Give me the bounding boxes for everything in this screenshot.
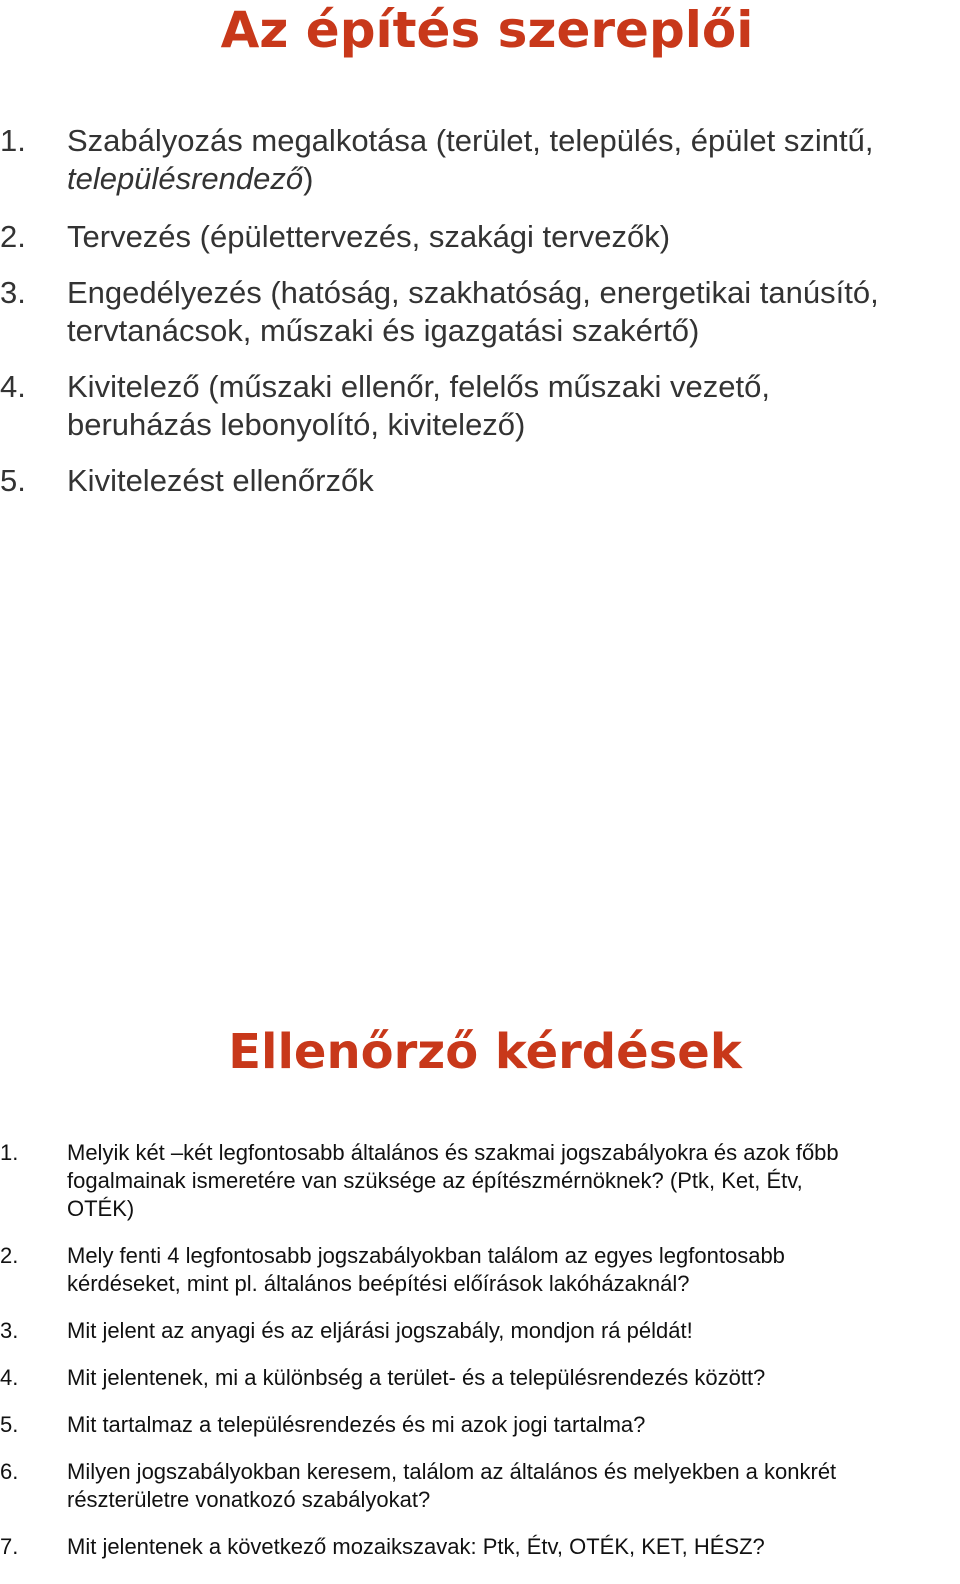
question-number: 6. <box>0 1459 19 1484</box>
question-number: 2. <box>0 1243 19 1268</box>
item-text-line: tervtanácsok, műszaki és igazgatási szakértő) <box>67 313 700 348</box>
item-number: 5. <box>0 463 26 498</box>
section-title-actors: Az építés szereplői <box>220 1 754 59</box>
question-text-line: kérdéseket, mint pl. általános beépítési előírások lakóházaknál? <box>67 1271 690 1296</box>
question-item <box>0 1242 839 1298</box>
item-text-line: Tervezés (épülettervezés, szakági tervezők) <box>67 219 671 254</box>
list-item <box>0 462 879 500</box>
question-number: 1. <box>0 1140 19 1165</box>
item-number: 4. <box>0 369 26 404</box>
item-text-line: Szabályozás megalkotása (terület, település, épület szintű, <box>67 123 874 158</box>
actors-list <box>0 122 879 518</box>
item-text-italic: településrendező <box>67 161 304 196</box>
question-item <box>0 1317 839 1345</box>
item-text-line: Engedélyezés (hatóság, szakhatóság, energetikai tanúsító, <box>67 275 879 310</box>
question-number: 3. <box>0 1318 19 1343</box>
list-item <box>0 122 879 198</box>
list-item <box>0 368 879 444</box>
item-text-line: Kivitelező (műszaki ellenőr, felelős műszaki vezető, <box>67 369 770 404</box>
questions-list <box>0 1139 839 1580</box>
question-text-line: Melyik két –két legfontosabb általános és szakmai jogszabályokra és azok főbb <box>67 1140 839 1165</box>
question-text-line: Mit jelent az anyagi és az eljárási jogszabály, mondjon rá példát! <box>67 1318 693 1343</box>
question-text-line: fogalmainak ismeretére van szüksége az építészmérnöknek? (Ptk, Ket, Étv, <box>67 1168 803 1193</box>
question-text-line: Mit tartalmaz a településrendezés és mi azok jogi tartalma? <box>67 1412 646 1437</box>
question-number: 4. <box>0 1365 19 1390</box>
question-text-line: részterületre vonatkozó szabályokat? <box>67 1487 431 1512</box>
item-text-line <box>67 160 879 198</box>
item-number: 3. <box>0 275 26 310</box>
question-text-line: Mely fenti 4 legfontosabb jogszabályokban találom az egyes legfontosabb <box>67 1243 785 1268</box>
question-text-line: Milyen jogszabályokban keresem, találom az általános és melyekben a konkrét <box>67 1459 837 1484</box>
question-item <box>0 1458 839 1514</box>
list-item <box>0 218 879 256</box>
list-item <box>0 274 879 350</box>
item-number: 1. <box>0 123 26 158</box>
item-text-line: beruházás lebonyolító, kivitelező) <box>67 407 526 442</box>
item-text-line: Kivitelezést ellenőrzők <box>67 463 374 498</box>
question-item <box>0 1139 839 1223</box>
question-text-line: Mit jelentenek a következő mozaikszavak: Ptk, Étv, OTÉK, KET, HÉSZ? <box>67 1534 765 1559</box>
question-item <box>0 1364 839 1392</box>
question-item <box>0 1411 839 1439</box>
item-number: 2. <box>0 219 26 254</box>
section-title-questions: Ellenőrző kérdések <box>228 1024 742 1080</box>
question-text-line: Mit jelentenek, mi a különbség a terület- és a településrendezés között? <box>67 1365 766 1390</box>
question-number: 5. <box>0 1412 19 1437</box>
question-item <box>0 1533 839 1561</box>
question-number: 7. <box>0 1534 19 1559</box>
item-text-suffix: ) <box>303 161 314 196</box>
question-text-line: OTÉK) <box>67 1196 135 1221</box>
